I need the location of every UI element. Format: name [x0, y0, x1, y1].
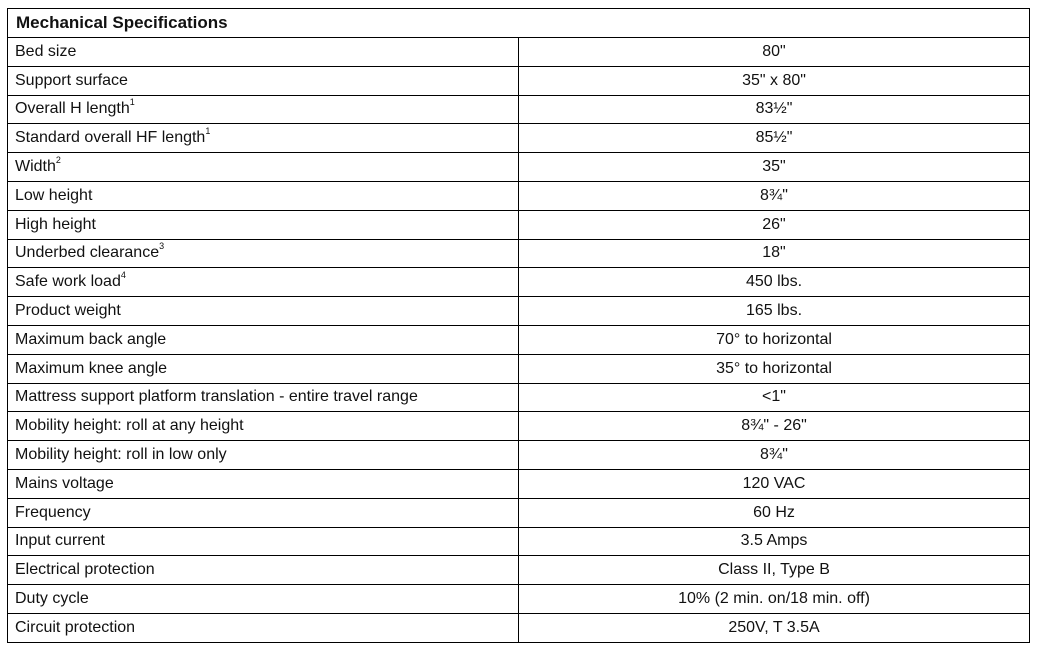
spec-value: 450 lbs. [519, 268, 1030, 297]
spec-label: Electrical protection [15, 561, 155, 579]
table-row [8, 585, 1030, 614]
spec-value: 3.5 Amps [519, 527, 1030, 556]
spec-value: <1" [519, 383, 1030, 412]
spec-label-cell [8, 441, 519, 470]
spec-value: 60 Hz [519, 498, 1030, 527]
table-row [8, 181, 1030, 210]
table-row [8, 613, 1030, 642]
spec-label: Standard overall HF length [15, 129, 206, 147]
spec-label: Low height [15, 186, 93, 204]
table-row [8, 210, 1030, 239]
spec-label: Underbed clearance [15, 244, 160, 262]
table-row [8, 268, 1030, 297]
footnote-marker: 2 [55, 154, 61, 165]
spec-label-cell [8, 153, 519, 182]
spec-label: Frequency [15, 503, 91, 521]
table-row [8, 469, 1030, 498]
table-row [8, 66, 1030, 95]
footnote-marker: 1 [205, 125, 211, 136]
table-row [8, 38, 1030, 67]
spec-value: 8¾" - 26" [519, 412, 1030, 441]
table-row [8, 239, 1030, 268]
spec-label-cell [8, 66, 519, 95]
table-row [8, 556, 1030, 585]
spec-value: 10% (2 min. on/18 min. off) [519, 585, 1030, 614]
spec-label: Mobility height: roll at any height [15, 417, 244, 435]
table-body [8, 38, 1030, 643]
spec-value: 165 lbs. [519, 297, 1030, 326]
table-row [8, 325, 1030, 354]
spec-label: Maximum knee angle [15, 359, 168, 377]
spec-label: Bed size [15, 42, 77, 60]
spec-value: 120 VAC [519, 469, 1030, 498]
spec-label: Maximum back angle [15, 330, 167, 348]
spec-value: 83½" [519, 95, 1030, 124]
spec-label-cell [8, 585, 519, 614]
table-row [8, 153, 1030, 182]
spec-label: Support surface [15, 71, 128, 89]
spec-value: 35" x 80" [519, 66, 1030, 95]
spec-label-cell [8, 297, 519, 326]
spec-label-cell [8, 210, 519, 239]
table-row [8, 95, 1030, 124]
spec-value: 35° to horizontal [519, 354, 1030, 383]
table-row [8, 354, 1030, 383]
spec-label-cell [8, 383, 519, 412]
spec-label-cell [8, 469, 519, 498]
spec-label: Safe work load [15, 273, 121, 291]
spec-value: 8¾" [519, 181, 1030, 210]
table-row [8, 498, 1030, 527]
spec-label-cell [8, 412, 519, 441]
spec-label-cell [8, 124, 519, 153]
spec-label-cell [8, 556, 519, 585]
footnote-marker: 1 [129, 97, 135, 108]
spec-label-cell [8, 181, 519, 210]
spec-label: Mattress support platform translation - entire travel range [15, 388, 418, 406]
table-title: Mechanical Specifications [8, 9, 1030, 38]
table-row [8, 124, 1030, 153]
spec-label: High height [15, 215, 96, 233]
spec-value: 70° to horizontal [519, 325, 1030, 354]
footnote-marker: 4 [120, 269, 126, 280]
spec-label-cell [8, 325, 519, 354]
spec-label-cell [8, 354, 519, 383]
spec-label-cell [8, 527, 519, 556]
table-header-row [8, 9, 1030, 38]
spec-label-cell [8, 95, 519, 124]
table-row [8, 527, 1030, 556]
spec-value: 8¾" [519, 441, 1030, 470]
table-row [8, 383, 1030, 412]
spec-label-cell [8, 239, 519, 268]
table-row [8, 412, 1030, 441]
footnote-marker: 3 [159, 241, 165, 252]
spec-label: Mains voltage [15, 474, 114, 492]
spec-label-cell [8, 268, 519, 297]
mechanical-specifications-table [7, 8, 1030, 643]
spec-label: Circuit protection [15, 618, 136, 636]
spec-label-cell [8, 498, 519, 527]
spec-label: Width [15, 158, 56, 176]
spec-label: Input current [15, 532, 105, 550]
spec-value: 80" [519, 38, 1030, 67]
spec-value: 35" [519, 153, 1030, 182]
spec-label-cell [8, 38, 519, 67]
spec-label: Duty cycle [15, 590, 89, 608]
spec-value: 250V, T 3.5A [519, 613, 1030, 642]
spec-label: Overall H length [15, 100, 130, 118]
spec-value: 18" [519, 239, 1030, 268]
spec-label-cell [8, 613, 519, 642]
spec-value: Class II, Type B [519, 556, 1030, 585]
spec-label: Mobility height: roll in low only [15, 446, 227, 464]
spec-value: 85½" [519, 124, 1030, 153]
table-row [8, 441, 1030, 470]
table-row [8, 297, 1030, 326]
spec-label: Product weight [15, 302, 121, 320]
spec-value: 26" [519, 210, 1030, 239]
